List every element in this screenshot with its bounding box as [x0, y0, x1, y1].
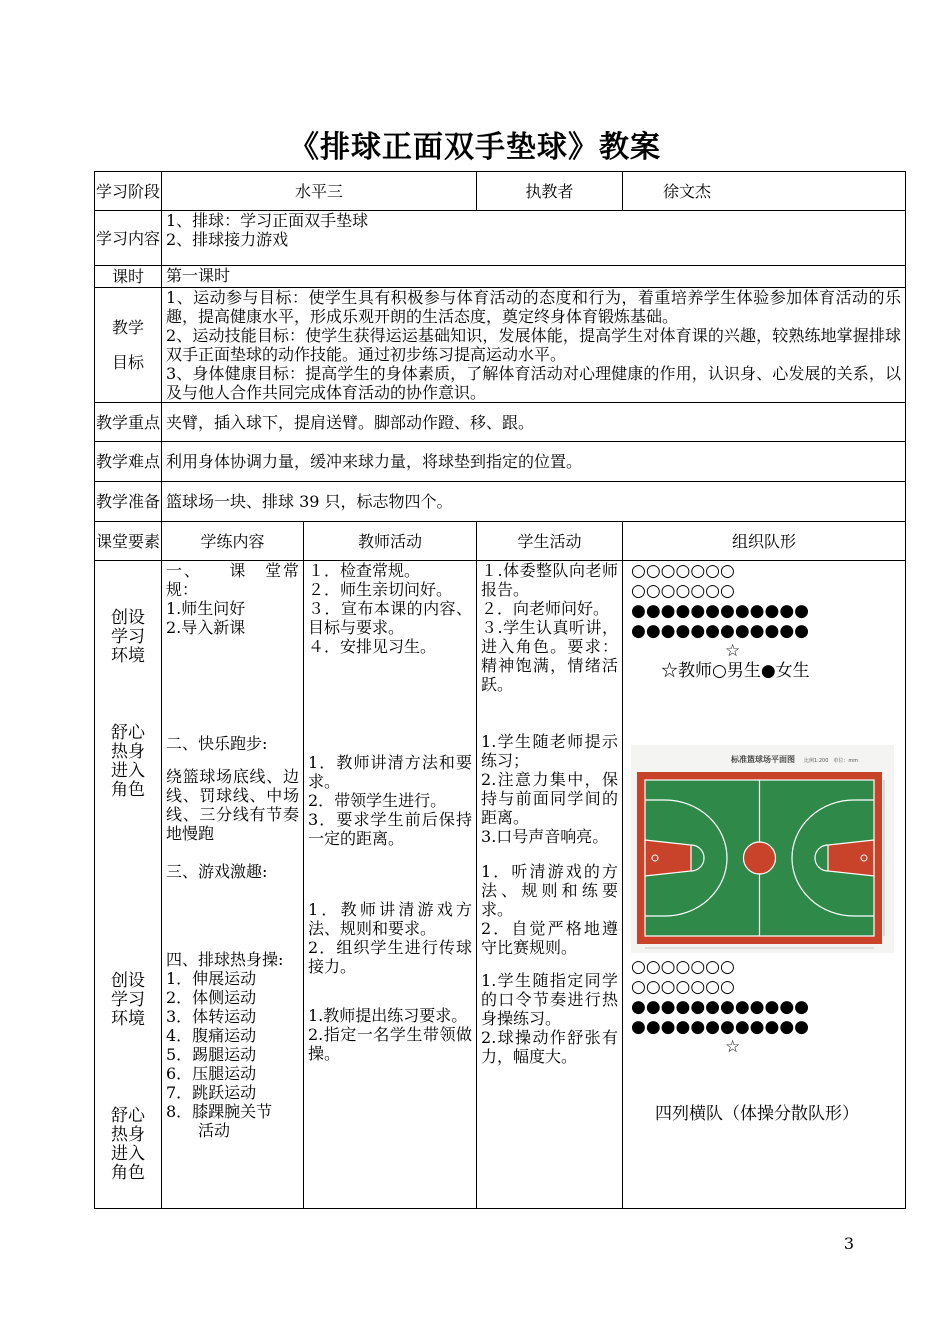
s1-student: １.体委整队向老师报告。 ２．向老师问好。 ３.学生认真听讲，进入角色。要求：精神饱满，情绪活跃。	[481, 561, 619, 694]
formation-row-girls-2: ●●●●●●●●●●●●	[631, 621, 810, 641]
s2-teacher: 1．教师讲清方法和要求。 2．带领学生进行。 3．要求学生前后保持一定的距离。	[308, 753, 473, 848]
s2-student: 1.学生随老师提示练习； 2.注意力集中，保持与前面同学间的距离。 3.口号声音响亮。	[481, 732, 619, 846]
formation-row-girls-3: ●●●●●●●●●●●●	[631, 997, 810, 1017]
prep-label: 教学准备	[95, 482, 162, 522]
court-diagram	[631, 745, 894, 953]
row-column-headers	[95, 522, 906, 561]
teacher-label: 执教者	[477, 172, 623, 211]
s4-title: 四、排球热身操:	[166, 950, 284, 969]
elements-label: 课堂要素	[95, 522, 162, 561]
content-label: 学习内容	[95, 211, 162, 266]
formation-row-boys-3: ○○○○○○○	[631, 957, 735, 977]
side-labels-cell	[95, 561, 162, 1209]
page-title: 《排球正面双手垫球》教案	[289, 130, 661, 165]
col-content-header: 学练内容	[162, 522, 304, 561]
formation-column	[623, 561, 906, 1209]
formation-top	[631, 561, 897, 681]
row-difficulty	[95, 442, 906, 482]
s1-title: 一、 课 堂常规：	[166, 561, 299, 599]
row-stage	[95, 172, 906, 211]
col-formation-header: 组织队形	[623, 522, 906, 561]
formation-row-boys-4: ○○○○○○○	[631, 977, 735, 997]
goals-label-top: 教学	[111, 318, 144, 337]
col-student-header: 学生活动	[477, 522, 623, 561]
lesson-label: 课时	[95, 266, 162, 288]
student-column	[477, 561, 623, 1209]
s4-student: 1.学生随指定同学的口令节奏进行热身操练习。 2.球操动作舒张有力，幅度大。	[481, 971, 619, 1066]
lesson-value: 第一课时	[162, 266, 906, 288]
s4-teacher: 1.教师提出练习要求。 2.指定一名学生带领做操。	[308, 1006, 473, 1063]
lesson-plan-table	[94, 171, 906, 1209]
formation-row-girls-1: ●●●●●●●●●●●●	[631, 601, 810, 621]
col-teacher-header: 教师活动	[304, 522, 477, 561]
court-scale: 比例1:200 单位：mm	[804, 758, 859, 764]
stage-label: 学习阶段	[95, 172, 162, 211]
s3-student: 1．听清游戏的方法、规则和练要求。 2．自觉严格地遵守比赛规则。	[481, 862, 619, 957]
content-column	[162, 561, 304, 1209]
page-number: 3	[843, 1234, 854, 1253]
side-label-b: 舒心热身进入角色	[111, 723, 145, 800]
s2-body: 绕篮球场底线、边线、罚球线、中场线、三分线有节奏地慢跑	[166, 767, 299, 843]
teacher-star-icon: ☆	[725, 641, 741, 661]
s1-teacher: １．检查常规。 ２．师生亲切问好。 ３．宣布本课的内容、目标与要求。 ４．安排见习生。	[308, 561, 473, 656]
side-label-c: 创设学习环境	[111, 971, 145, 1029]
s3-title: 三、游戏激趣:	[166, 862, 268, 881]
goals-label	[95, 288, 162, 403]
side-label-d: 舒心热身进入角色	[111, 1106, 145, 1183]
row-lesson	[95, 266, 906, 288]
teacher-column	[304, 561, 477, 1209]
row-key	[95, 403, 906, 442]
s4-items: 1．伸展运动 2．体侧运动 3．体转运动 4．腹痛运动 5．踢腿运动 6．压腿运动 7．跳跃运动 8．膝踝腕关节 活动	[166, 969, 273, 1140]
s3-teacher: 1．教师讲清游戏方法、规则和要求。 2．组织学生进行传球接力。	[308, 900, 473, 976]
formation-row-boys-2: ○○○○○○○	[631, 581, 735, 601]
formation-caption: 四列横队（体操分散队形）	[655, 1104, 860, 1124]
goals-text: 1、运动参与目标：使学生具有积极参与体育活动的态度和行为，着重培养学生体验参加体育活动的乐趣，提高健康水平，形成乐观开朗的生活态度，奠定终身体育锻炼基础。 2、运动技能目标：使学生获得运运基础知识，发展体能，提高学生对体育课的兴趣，较熟练地掌握排球双手正面垫球的动作技能。通过初步练习提高运动水平。 3、身体健康目标：提高学生的身体素质，了解体育活动对心理健康的作用，认识身、心发展的关系，以及与他人合作共同完成体育活动的协作意识。	[162, 288, 906, 403]
stage-value: 水平三	[162, 172, 477, 211]
difficulty-value: 利用身体协调力量，缓冲来球力量，将球垫到指定的位置。	[162, 442, 906, 482]
teacher-star-icon-2: ☆	[725, 1037, 741, 1057]
row-goals	[95, 288, 906, 403]
row-prep	[95, 482, 906, 522]
formation-row-boys-1: ○○○○○○○	[631, 561, 735, 581]
teacher-name: 徐文杰	[623, 172, 906, 211]
key-value: 夹臂，插入球下，提肩送臂。脚部动作蹬、移、跟。	[162, 403, 906, 442]
s2-title: 二、快乐跑步:	[166, 734, 268, 753]
key-label: 教学重点	[95, 403, 162, 442]
difficulty-label: 教学难点	[95, 442, 162, 482]
prep-value: 篮球场一块、排球 39 只，标志物四个。	[162, 482, 906, 522]
side-label-a: 创设学习环境	[111, 608, 145, 666]
row-content	[95, 211, 906, 266]
formation-legend: ☆教师○男生●女生	[661, 661, 810, 681]
basketball-court-icon	[631, 745, 894, 953]
court-title: 标准篮球场平面图	[731, 755, 796, 764]
content-lines: 1、排球：学习正面双手垫球 2、排球接力游戏	[162, 211, 906, 266]
row-activities	[95, 561, 906, 1209]
formation-bottom	[631, 957, 897, 1057]
s1-items: 1.师生问好 2.导入新课	[166, 599, 246, 637]
formation-row-girls-4: ●●●●●●●●●●●●	[631, 1017, 810, 1037]
goals-label-bottom: 目标	[111, 353, 144, 372]
